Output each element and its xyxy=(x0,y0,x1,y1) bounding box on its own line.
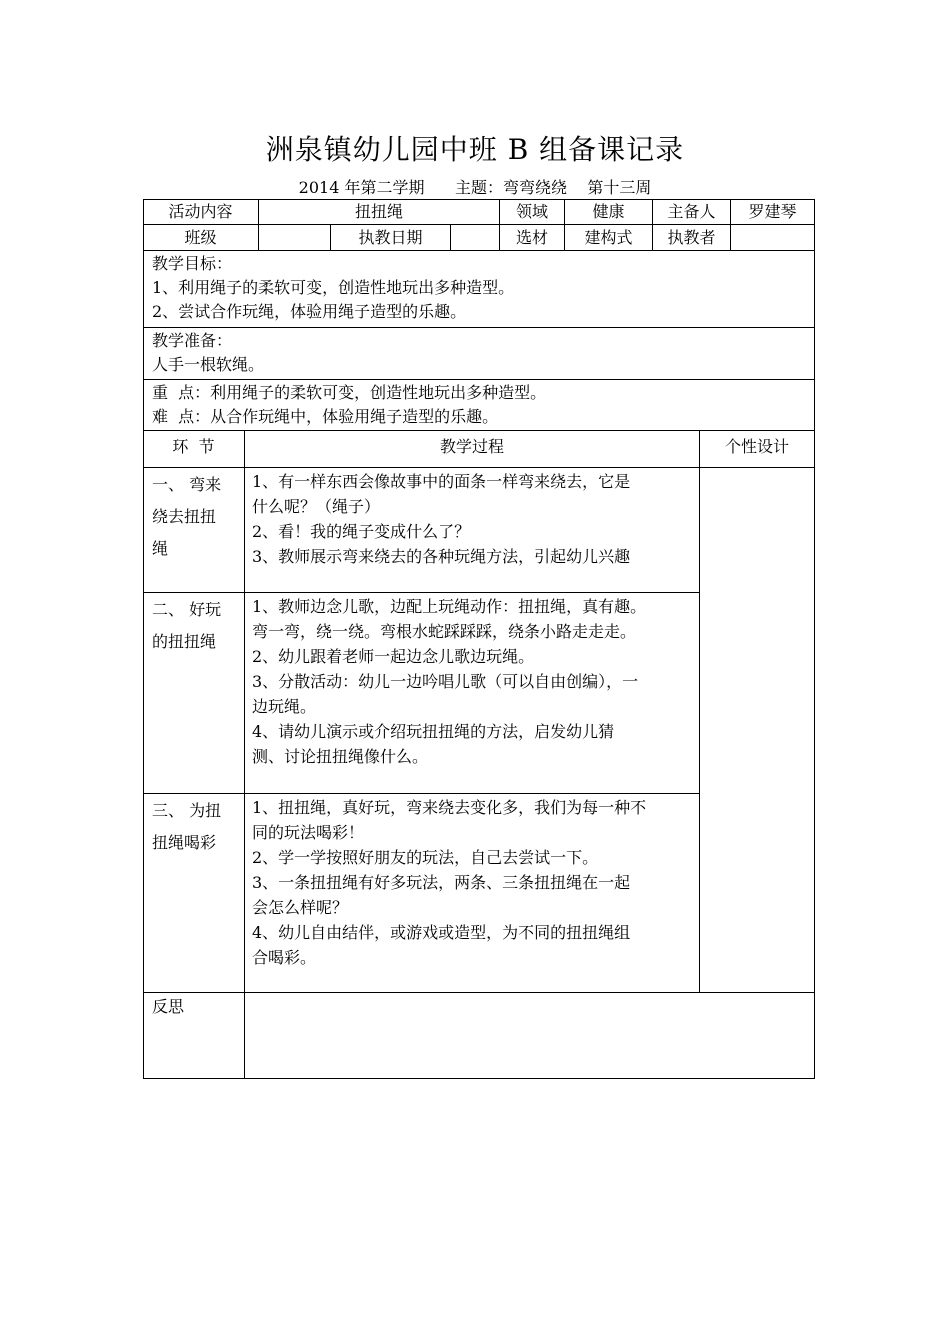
activity-label: 活动内容 xyxy=(168,202,233,221)
stage-name: 一、 弯来 绕去扭扭 绳 xyxy=(152,475,222,558)
rule-stage1 xyxy=(143,592,699,593)
stage-header: 环 节 xyxy=(172,437,215,456)
goals-label: 教学目标： xyxy=(152,254,233,273)
material-value: 建构式 xyxy=(584,228,633,247)
domain-label: 领域 xyxy=(515,202,548,221)
rule-row1 xyxy=(143,224,815,225)
rule-personal-col xyxy=(699,431,700,993)
page-subtitle: 2014 年第二学期 主题：弯弯绕绕 第十三周 xyxy=(298,178,652,197)
reflection-label: 反思 xyxy=(152,997,185,1016)
process-header: 教学过程 xyxy=(439,437,504,456)
rule-left xyxy=(143,199,144,1079)
rule-goals xyxy=(143,327,815,328)
activity-value: 扭扭绳 xyxy=(354,202,403,221)
stage-content: 1、有一样东西会像故事中的面条一样弯来绕去，它是 什么呢？（绳子） 2、看！我的绳子变成什么了？ 3、教师展示弯来绕去的各种玩绳方法，引起幼儿兴趣 xyxy=(252,472,631,566)
rule-row2 xyxy=(143,250,815,251)
page-title: 洲泉镇幼儿园中班 B 组备课记录 xyxy=(265,133,685,166)
date-label: 执教日期 xyxy=(358,228,423,247)
class-label: 班级 xyxy=(184,228,217,247)
rule-stage-col xyxy=(244,431,245,1079)
material-label: 选材 xyxy=(515,228,548,247)
preparer-value: 罗建琴 xyxy=(748,202,797,221)
rule-right xyxy=(814,199,815,1079)
prep-label: 教学准备： xyxy=(152,331,233,350)
key-point: 重 点：利用绳子的柔软可变，创造性地玩出多种造型。 xyxy=(152,383,547,402)
domain-value: 健康 xyxy=(592,202,625,221)
goal-item: 2、尝试合作玩绳，体验用绳子造型的乐趣。 xyxy=(152,302,467,321)
prep-text: 人手一根软绳。 xyxy=(152,355,265,374)
teacher-label: 执教者 xyxy=(667,228,716,247)
rule-stage2 xyxy=(143,793,699,794)
rule-header-c xyxy=(450,225,451,251)
preparer-label: 主备人 xyxy=(667,202,716,221)
lesson-plan-table xyxy=(143,199,815,1079)
goal-item: 1、利用绳子的柔软可变，创造性地玩出多种造型。 xyxy=(152,278,515,297)
stage-name: 二、 好玩 的扭扭绳 xyxy=(152,600,222,651)
difficulty: 难 点：从合作玩绳中，体验用绳子造型的乐趣。 xyxy=(152,407,499,426)
rule-prep xyxy=(143,379,815,380)
stage-content: 1、教师边念儿歌，边配上玩绳动作：扭扭绳，真有趣。 弯一弯，绕一绕。弯根水蛇踩踩踩，绕条小路走走走。 2、幼儿跟着老师一起边念儿歌边玩绳。 3、分散活动：幼儿一边吟唱儿歌（可以自由创编），一 边玩绳。 4、请幼儿演示或介绍玩扭扭绳的方法，启发幼儿猜 测、讨论扭扭绳像什么。 xyxy=(252,597,647,766)
stage-name: 三、 为扭 扭绳喝彩 xyxy=(152,801,222,852)
stage-content: 1、扭扭绳，真好玩，弯来绕去变化多，我们为每一种不 同的玩法喝彩！ 2、学一学按照好朋友的玩法，自己去尝试一下。 3、一条扭扭绳有好多玩法，两条、三条扭扭绳在一起 会怎么样呢？ 4、幼儿自由结伴，或游戏或造型，为不同的扭扭绳组 合喝彩。 xyxy=(252,798,647,967)
personal-header: 个性设计 xyxy=(724,437,789,456)
